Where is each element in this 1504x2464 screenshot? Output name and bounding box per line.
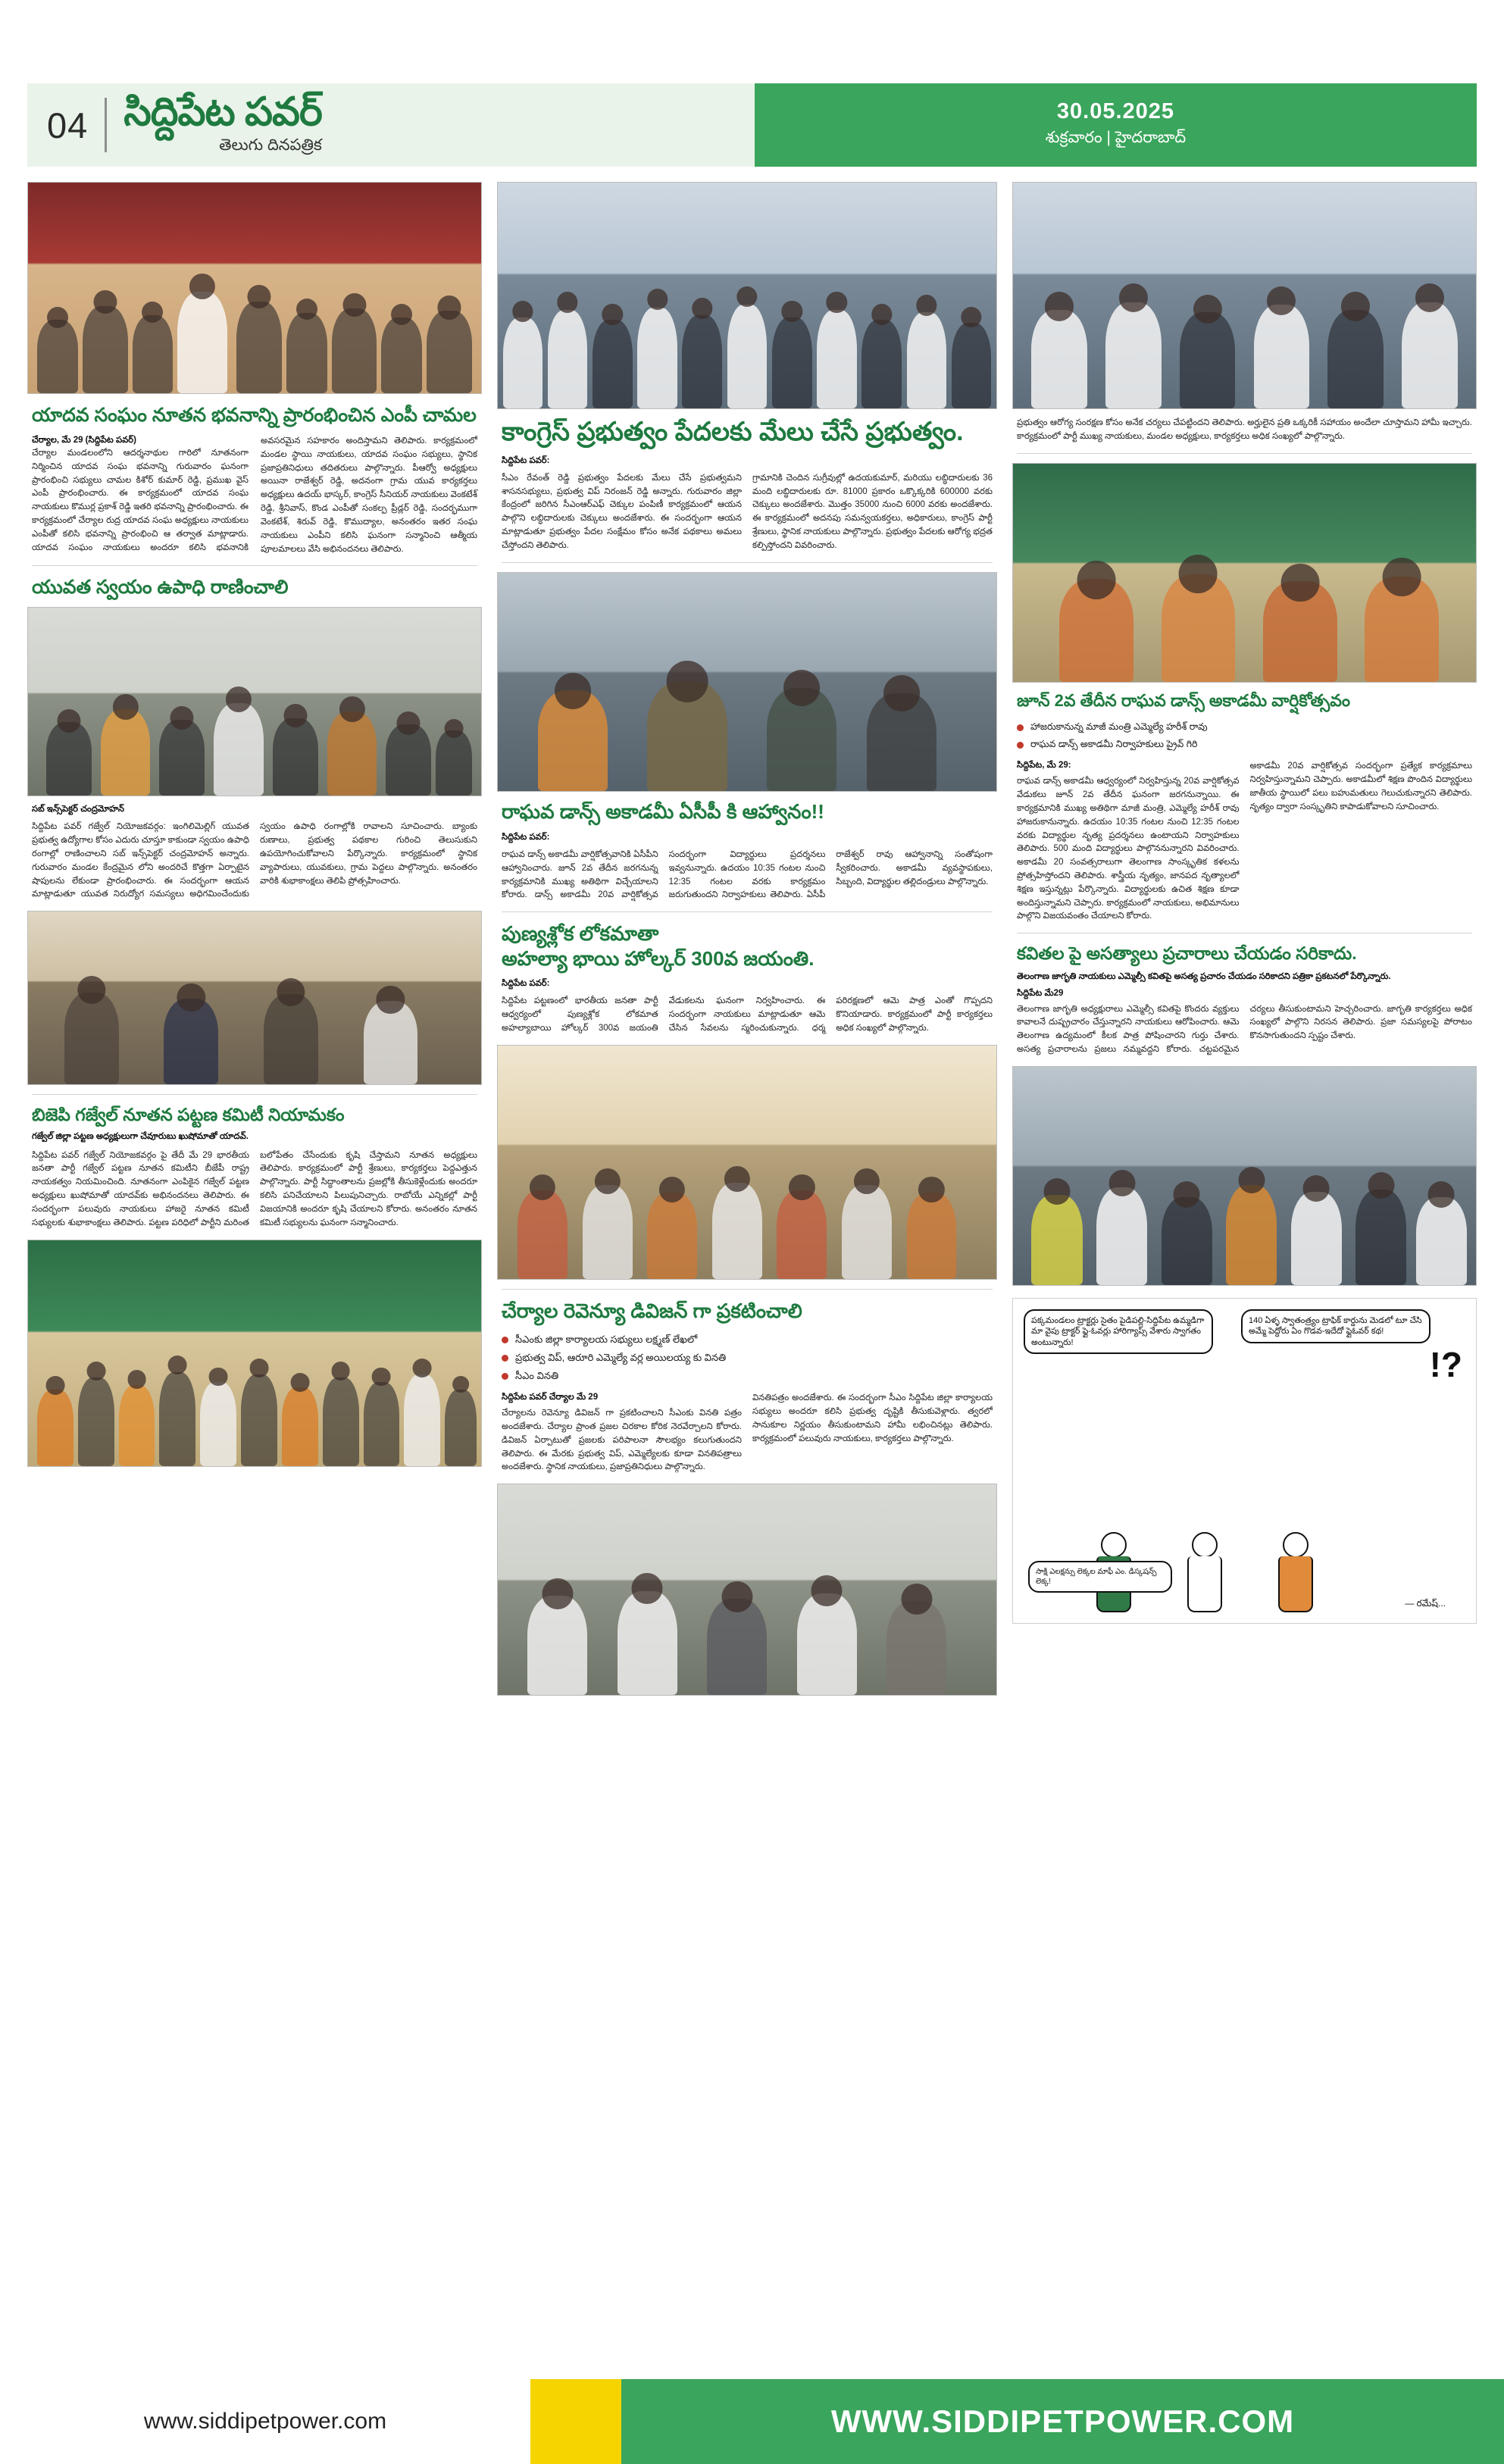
headline-bjp-committee: బిజెపి గజ్వేల్ నూతన పట్టణ కమిటీ నియామకం [32, 1105, 345, 1125]
page-content [27, 182, 1477, 2303]
body-a7-second: వినతిపత్రం అందజేశారు. ఈ సందర్భంగా సీఎం సిద్దిపేట జిల్లా కార్యాలయ సభ్యులు అందరూ కలిసి ప్రభుత్వ దృష్టికి తీసుకువెళ్లారు. త్వరలో సానుకూల నిర్ణయం తీసుకుంటామని హామీ లభించినట్లు తెలిపారు. కార్యక్రమంలో పలువురు నాయకులు, కార్యకర్తలు పాల్గొన్నారు. [752, 1393, 993, 1443]
article-photo-dance-academy [1012, 463, 1477, 683]
photo-crowd [28, 690, 481, 796]
cartoon-head-icon [1101, 1532, 1127, 1558]
article-photo-cmrf-cheque [497, 182, 997, 409]
body-a4-far: ప్రభుత్వం ఆరోగ్య సంరక్షణ కోసం అనేక చర్యలు చేపట్టిందని తెలిపారు. అర్హులైన ప్రతి ఒక్కరికీ సహాయం అందేలా చూస్తామని హామీ ఇచ్చారు. కార్యక్రమంలో పార్టీ ముఖ్య నాయకులు, మండల అధ్యక్షులు, కార్యకర్తలు అధిక సంఖ్యలో పాల్గొన్నారు. [1017, 418, 1472, 441]
article-photo-acp-invitation [497, 572, 997, 792]
body-a2: సిద్దిపేట పవర్ గజ్వేల్ నియోజకవర్గం: ఇంగిలిమెల్లిగ్ యువత ప్రభుత్వ ఉద్యోగాల కోసం ఎదురు చూస్తూ కాకుండా స్వయం ఉపాధి రంగాల్లో రాణించాలని సబ్ ఇన్స్‌పెక్టర్ చంద్రమోహన్ అన్నారు. గురువారం మండల కేంద్రమైన లోని అందరిచే కొత్తగా ఏర్పాటైన షాపులను లేకుండా ప్రారంభించారు. ఈ సందర్భంగా ఆయన మాట్లాడుతూ యువత నిరుద్యోగ సమస్యలు అధిగమించేందుకు స్వయం ఉపాధి రంగాల్లోకి రావాలని సూచించారు. బ్యాంకు రుణాలు, ప్రభుత్వ పథకాల గురించి తెలుసుకుని ఉపయోగించుకోవాలని పేర్కొన్నారు. కార్యక్రమంలో స్థానిక వ్యాపారులు, యువకులు, గ్రామ పెద్దలు పాల్గొన్నారు. అనంతరం వారికి శుభాకాంక్షలు తెలిపి ప్రోత్సహించారు. [32, 822, 477, 899]
footer-strip [0, 2369, 1504, 2379]
body-a4-right: గ్రామానికి చెందిన సుగ్రీవుల్లో ఉదయకుమార్, మరియు లబ్ధిదారులకు 36 మంది లబ్ధిదారులకు రూ. 81000 ప్రకారం ఒక్కొక్కరికి 600000 వరకు చెక్కులు అందజేశారు. మొత్తం 35000 నుంచి 6000 వరకు అందజేశారు. ఈ కార్యక్రమంలో అదనపు సమన్వయకర్తలు, అధికారులు, కాంగ్రెస్ పార్టీ శ్రేణులు, స్థానిక నాయకులు పాల్గొన్నారు. ప్రభుత్వం పేదలకు ఆరోగ్య భద్రత కల్పిస్తోందని వివరించారు. [752, 473, 993, 550]
cartoon-body [1278, 1556, 1313, 1612]
publication-date: 30.05.2025 [1056, 99, 1175, 124]
article-photo-jayanti-meeting [497, 1045, 997, 1280]
body-a8: రాఘవ డాన్స్ అకాడమీ ఆధ్వర్యంలో నిర్వహిస్తున్న 20వ వార్షికోత్సవ వేడుకలు జూన్ 2వ తేదీన ఘనంగా జరగనున్నాయి. ఈ కార్యక్రమానికి ముఖ్య అతిథిగా మాజీ మంత్రి, ఎమ్మెల్యే హరీశ్ రావు హాజరుకానున్నారు. ఉదయం 10:35 గంటల నుంచి 12:35 గంటల వరకు విద్యార్థుల నృత్య ప్రదర్శనలు ఉంటాయని నిర్వాహకులు తెలిపారు. 500 మంది విద్యార్థులు పాల్గొననున్నారని వివరించారు. అకాడమీ 20 సంవత్సరాలుగా తెలంగాణ సాంస్కృతిక కళలను ప్రోత్సహిస్తోందని తెలిపారు. శాస్త్రీయ నృత్యం, జానపద నృత్యాలలో శిక్షణ ఇస్తున్నట్లు పేర్కొన్నారు. విద్యార్థులకు ఉచిత శిక్షణ కూడా అందిస్తున్నామని చెప్పారు. కార్యక్రమంలో నాయకులు, అభిమానులు పాల్గొని విజయవంతం చేయాలని కోరారు. [1017, 777, 1240, 921]
footer [0, 2379, 1504, 2464]
cartoonist-signature: — రమేష్... [1405, 1597, 1446, 1609]
cartoon-figure-2 [1187, 1532, 1222, 1612]
article-photo-bjp-group [27, 1240, 482, 1467]
newspaper-subtitle: తెలుగు దినపత్రిక [219, 136, 322, 154]
cartoon-label-left: సాక్షి ఎలక్షన్సు లెక్కల మాఫీ ఎం. డిస్కషన్స్ లెక్క! [1028, 1561, 1172, 1593]
headline-cheryala-division: చేర్యాల రెవెన్యూ డివిజన్ గా ప్రకటించాలి [502, 1299, 802, 1322]
footer-website-large[interactable]: WWW.SIDDIPETPOWER.COM [621, 2379, 1504, 2464]
subhead-a9: తెలంగాణ జాగృతి నాయకులు ఎమ్మెల్సీ కవితపై అసత్య ప్రచారం చేయడం సరికాదని పత్రికా ప్రకటనలో పేర్కొన్నారు. [1017, 971, 1391, 981]
body-a5: రాఘవ డాన్స్ అకాడమీ వార్షికోత్సవానికి ఏసీపీని ఆహ్వానించారు. జూన్ 2వ తేదీన జరగనున్న కార్యక్రమానికి ముఖ్య అతిథిగా విచ్చేయాలని కోరారు. డాన్స్ అకాడమీ 20వ వార్షికోత్సవ సందర్భంగా విద్యార్థులు ప్రదర్శనలు ఇవ్వనున్నారు. ఉదయం 10:35 గంటల నుంచి 12:35 గంటల వరకు కార్యక్రమం జరుగుతుందని నిర్వాహకులు తెలిపారు. ఏసీపీ రాజేశ్వర్ రావు ఆహ్వానాన్ని సంతోషంగా స్వీకరించారు. అకాడమీ వ్యవస్థాపకులు, సిబ్బంది, విద్యార్థుల తల్లిదండ్రులు పాల్గొన్నారు. [502, 849, 993, 900]
cartoon-bubble-left: పక్కమండలం ట్రాక్టర్లు సైతం పైడిపల్లి-సిద్దిపేట ఉమ్మడిగా మా వైపు ట్రాక్టర్ ఫ్లై-ఓవర్లు హారిగ్యాప్స్ వేశారు స్వాగతం అంటున్నారు! [1024, 1309, 1213, 1354]
body-a7: చేర్యాలను రెవెన్యూ డివిజన్ గా ప్రకటించాలని సీఎంకు వినతి పత్రం అందజేశారు. చేర్యాల ప్రాంత ప్రజల చిరకాల కోరిక నెరవేర్చాలని కోరారు. డివిజన్ ఏర్పాటుతో ప్రజలకు పరిపాలనా సౌలభ్యం కలుగుతుందని తెలిపారు. ఈ మేరకు ప్రభుత్వ విప్, ఎమ్మెల్యేలకు కూడా వినతిపత్రాలు అందజేశారు. స్థానిక నాయకులు, ప్రజాప్రతినిధులు పాల్గొన్నారు. [502, 1409, 742, 1472]
subhead-a3: గజ్వేల్ జిల్లా పట్టణ అధ్యక్షులుగా చేవూరుబు ఖుషోమాతో యాదవ్‌. [32, 1131, 249, 1141]
body-a9: తెలంగాణ జాగృతి అధ్యక్షురాలు ఎమ్మెల్సీ కవితపై కొందరు వ్యక్తులు కావాలనే దుష్ప్రచారం చేస్తున్నారని నాయకులు ఆరోపించారు. ఆమె తెలంగాణ ఉద్యమంలో కీలక పాత్ర పోషించారని గుర్తు చేశారు. అసత్య ప్రచారాలను ప్రజలు నమ్మవద్దని కోరారు. చట్టపరమైన చర్యలు తీసుకుంటామని హెచ్చరించారు. జాగృతి కార్యకర్తలు అధిక సంఖ్యలో పాల్గొని నిరసన తెలిపారు. ప్రజా సమస్యలపై పోరాటం కొనసాగుతుందని స్పష్టం చేశారు. [1017, 1004, 1472, 1055]
byline-a8: సిద్దిపేట, మే 29: [1017, 761, 1071, 771]
article-photo-shop-interior [27, 911, 482, 1085]
editorial-cartoon [1012, 1298, 1477, 1624]
photo-crowd [28, 1340, 481, 1466]
headline-yadava-bhavan: యాదవ సంఘం నూతన భవనాన్ని ప్రారంభించిన ఎంపీ చామల [32, 405, 477, 426]
byline-a4: సిద్దిపేట పవర్: [502, 455, 550, 465]
bullet-item: ప్రభుత్వ విప్, ఆరూరి ఎమ్మెల్యే వర్ల అయిలయ్య కు వినతి [502, 1349, 993, 1366]
footer-accent-block [530, 2379, 621, 2464]
body-a6: సిద్దిపేట పట్టణంలో భారతీయ జనతా పార్టీ ఆధ్వర్యంలో పుణ్యశ్లోక లోకమాత అహల్యాబాయి హోల్కర్ 300వ జయంతి వేడుకలను ఘనంగా నిర్వహించారు. ఈ సందర్భంగా నాయకులు మాట్లాడుతూ ఆమె చేసిన సేవలను స్మరించుకున్నారు. ధర్మ పరిరక్షణలో ఆమె పాత్ర ఎంతో గొప్పదని కొనియాడారు. కార్యక్రమంలో పార్టీ కార్యకర్తలు అధిక సంఖ్యలో పాల్గొన్నారు. [502, 996, 993, 1033]
article-photo-protest [1012, 1066, 1477, 1286]
photo-crowd [28, 977, 481, 1084]
headline-ahalya-bai-2: అహల్యా భాయి హోల్కర్ 300వ జయంతి. [502, 946, 815, 970]
cartoon-head-icon [1283, 1532, 1309, 1558]
byline-a2: సబ్ ఇన్స్‌పెక్టర్ చంద్రమోహన్ [32, 805, 124, 815]
column-center [497, 182, 997, 1696]
photo-crowd [1013, 559, 1476, 681]
headline-youth-self-employment: యువత స్వయం ఉపాధి రాణించాలి [32, 577, 289, 599]
bullet-item: సీఎం వినతి [502, 1368, 993, 1384]
headline-ahalya-bai-1: పుణ్యశ్లోక లోకమాతా [502, 922, 659, 946]
photo-crowd [28, 275, 481, 393]
body-a8-second: అకాడమీ 20వ వార్షికోత్సవ సందర్భంగా ప్రత్యేక కార్యక్రమాలు నిర్వహిస్తున్నామని చెప్పారు. అకాడమీలో శిక్షణ పొందిన విద్యార్థులు జాతీయ స్థాయిలో పలు బహుమతులు గెలుచుకున్నారని తెలిపారు. నృత్యం ద్వారా సంస్కృతిని కాపాడుకోవాలని సూచించారు. [1249, 761, 1472, 811]
headline-dance-academy-anniversary: జూన్ 2వ తేదీన రాఘవ డాన్స్ అకాడమీ వార్షికోత్సవం [1017, 690, 1351, 710]
article-photo-cmrf-banner [1012, 182, 1477, 409]
body-a4-left: సీఎం రేవంత్ రెడ్డి ప్రభుత్వం పేదలకు మేలు చేసే ప్రభుత్వమని శాసనసభ్యులు, ప్రభుత్వ విప్ నిరంజన్ రెడ్డి అన్నారు. గురువారం జిల్లా కేంద్రంలో జరిగిన సీఎంఆర్ఎఫ్ చెక్కుల పంపిణీ కార్యక్రమంలో ఆయన పాల్గొని లబ్ధిదారులకు చెక్కులు అందజేశారు. ఈ సందర్భంగా ఆయన మాట్లాడుతూ ప్రభుత్వం పేదల సంక్షేమం కోసం అనేక పథకాలు అమలు చేస్తోందని తెలిపారు. [502, 473, 742, 550]
byline-a5: సిద్దిపేట పవర్: [502, 832, 550, 842]
byline-a1: చేర్యాల, మే 29 (సిద్దిపేట పవర్) [32, 436, 136, 445]
photo-crowd [1013, 1163, 1476, 1285]
photo-crowd [498, 668, 996, 790]
cartoon-bubble-right: 140 ఏళ్ళ స్వాతంత్ర్యం ట్రాఫిక్ కార్డును మెడలో టూ చేసి అమ్మే పెద్దోరు ఏం గొడవ-ఇదేదో ఫ్లైఓవర్ కథ! [1241, 1309, 1431, 1343]
masthead [27, 83, 1477, 167]
article-photo-shop-opening [27, 607, 482, 796]
bullet-list-a8 [1017, 719, 1472, 753]
cartoon-body [1187, 1556, 1222, 1612]
column-left [27, 182, 482, 1467]
cartoon-punctuation: !? [1429, 1344, 1462, 1384]
byline-a6: సిద్దిపేట పవర్: [502, 979, 550, 989]
photo-crowd [498, 282, 996, 408]
cartoon-figure-3 [1278, 1532, 1313, 1612]
bullet-list-a7 [502, 1331, 993, 1384]
footer-website-small[interactable]: www.siddipetpower.com [0, 2379, 530, 2464]
masthead-title-wrap [124, 92, 322, 158]
masthead-left [27, 83, 755, 167]
article-photo-petition-handover [497, 1484, 997, 1696]
newspaper-title: సిద్దిపేట పవర్ [124, 90, 322, 135]
body-a3: సిద్దిపేట పవర్ గజ్వేల్ నియోజకవర్గం పై తేదీ మే 29 భారతీయ జనతా పార్టీ గజ్వేల్ పట్టణ నూతన కమిటీని బీజేపీ రాష్ట్ర నాయకత్వం నియమించింది. నూతనంగా ఎంపికైన గజ్వేల్ పట్టణ అధ్యక్షులు ఖుషోమాతో యాదవ్‌కు అభినందనలు తెలిపారు. ఈ సందర్భంగా పలువురు నాయకులు హాజరై నూతన కమిటీ సభ్యులకు శుభాకాంక్షలు తెలిపారు. పట్టణ పరిధిలో పార్టీని మరింత బలోపేతం చేసేందుకు కృషి చేస్తామని నూతన అధ్యక్షులు తెలిపారు. కార్యక్రమంలో పార్టీ శ్రేణులు, కార్యకర్తలు పెద్దఎత్తున పాల్గొన్నారు. పార్టీ సిద్ధాంతాలను ప్రజల్లోకి తీసుకెళ్లేందుకు అందరూ కలిసి పనిచేయాలని పిలుపునిచ్చారు. రాబోయే ఎన్నికల్లో పార్టీ విజయానికి అందరూ కృషి చేయాలని కోరారు. అనంతరం నూతన కమిటీ సభ్యులను ఘనంగా సన్మానించారు. [32, 1150, 477, 1227]
article-photo-yadava-bhavan [27, 182, 482, 394]
bullet-item: సీఎంకు జిల్లా కార్యాలయ సభ్యులు లక్ష్మణ్ లేఖలో [502, 1331, 993, 1348]
masthead-divider [105, 98, 107, 152]
headline-congress-govt: కాంగ్రెస్ ప్రభుత్వం పేదలకు మేలు చేసే ప్రభుత్వం. [502, 417, 964, 446]
publication-day-place: శుక్రవారం | హైదరాబాద్ [1045, 129, 1187, 146]
byline-a9: సిద్దిపేట మే29 [1017, 988, 1064, 998]
photo-crowd [498, 1162, 996, 1279]
body-a1: చేర్యాల మండలంలోని ఆదర్శనాథుల గారిలో నూతనంగా నిర్మించిన యాదవ సంఘ భవనాన్ని గురువారం ఘనంగా ప్రారంభించి సభ్యులు చామల కిశోర్ కుమార్ రెడ్డి, ప్రముఖ వైస్ ఎంపీ ప్రారంభించారు. ఈ కార్యక్రమంలో యాదవ సంఘ నాయకులు కొముర్ల ప్రకాశ్ రెడ్డి ఇతరి భవనాన్ని ప్రారంభించారు. ఈ కార్యక్రమంలో చేర్యాల రుద్ర యాదవ సంఘ అధ్యక్షులు నాయకులు ఎంపీతో కలిసి భవనాన్ని ప్రారంభించి ఆ తర్వాత మాట్లాడారు. యాదవ సంఘం నాయకులు అందరూ కలిసి భవనానికి అవసరమైన సహకారం అందిస్తామని తెలిపారు. కార్యక్రమంలో మండల స్థాయి నాయకులు, యాదవ సంఘం సభ్యులు, స్థానిక ప్రజాప్రతినిధులు తదితరులు పాల్గొన్నారు. పీఆర్వో అధ్యక్షులు అయినా రాజేశ్వర్ రెడ్డి, అదనంగా గ్రామ యువ కార్యకర్తలు అధ్యక్షులు ఉదయ్ భాస్కర్, కాంగ్రెస్ సీనియర్ నాయకులు వెంకటేశ్ రెడ్డి, శ్రీనివాస్, కొండ ఎంపీతో సంకల్ప ప్రీడ్లర్ రెడ్డి, సందర్భముగా వెంకటేశ్, శిరువ్ రెడ్డి, కొముద్యాల, అనంతరం ఇతర సంఘ నాయకులు ఎంపీని కలిసి ఘనంగా సన్మానించి ఆత్మీయ పూలమాలలు వేసి అభినందనలు తెలిపారు. [32, 436, 477, 554]
masthead-right [755, 83, 1477, 167]
headline-acp-invitation: రాఘవ డాన్స్ అకాడమీ ఏసీపీ కి ఆహ్వానం!! [502, 799, 824, 823]
page-number: 04 [47, 105, 89, 145]
photo-crowd [1013, 282, 1476, 408]
column-right [1012, 182, 1477, 1624]
photo-crowd [498, 1578, 996, 1696]
cartoon-head-icon [1192, 1532, 1218, 1558]
byline-a7: సిద్దిపేట పవర్ చేర్యాల మే 29 [502, 1393, 599, 1402]
bullet-item: హాజరుకానున్న మాజీ మంత్రి ఎమ్మెల్యే హరీశ్ రావు [1017, 719, 1472, 735]
bullet-item: రాఘవ డాన్స్ అకాడమీ నిర్వాహకులు ప్రైవ్ గిరి [1017, 736, 1472, 752]
headline-kavitha-propaganda: కవితల పై అసత్యాలు ప్రచారాలు చేయడం సరికాదు. [1017, 943, 1357, 964]
